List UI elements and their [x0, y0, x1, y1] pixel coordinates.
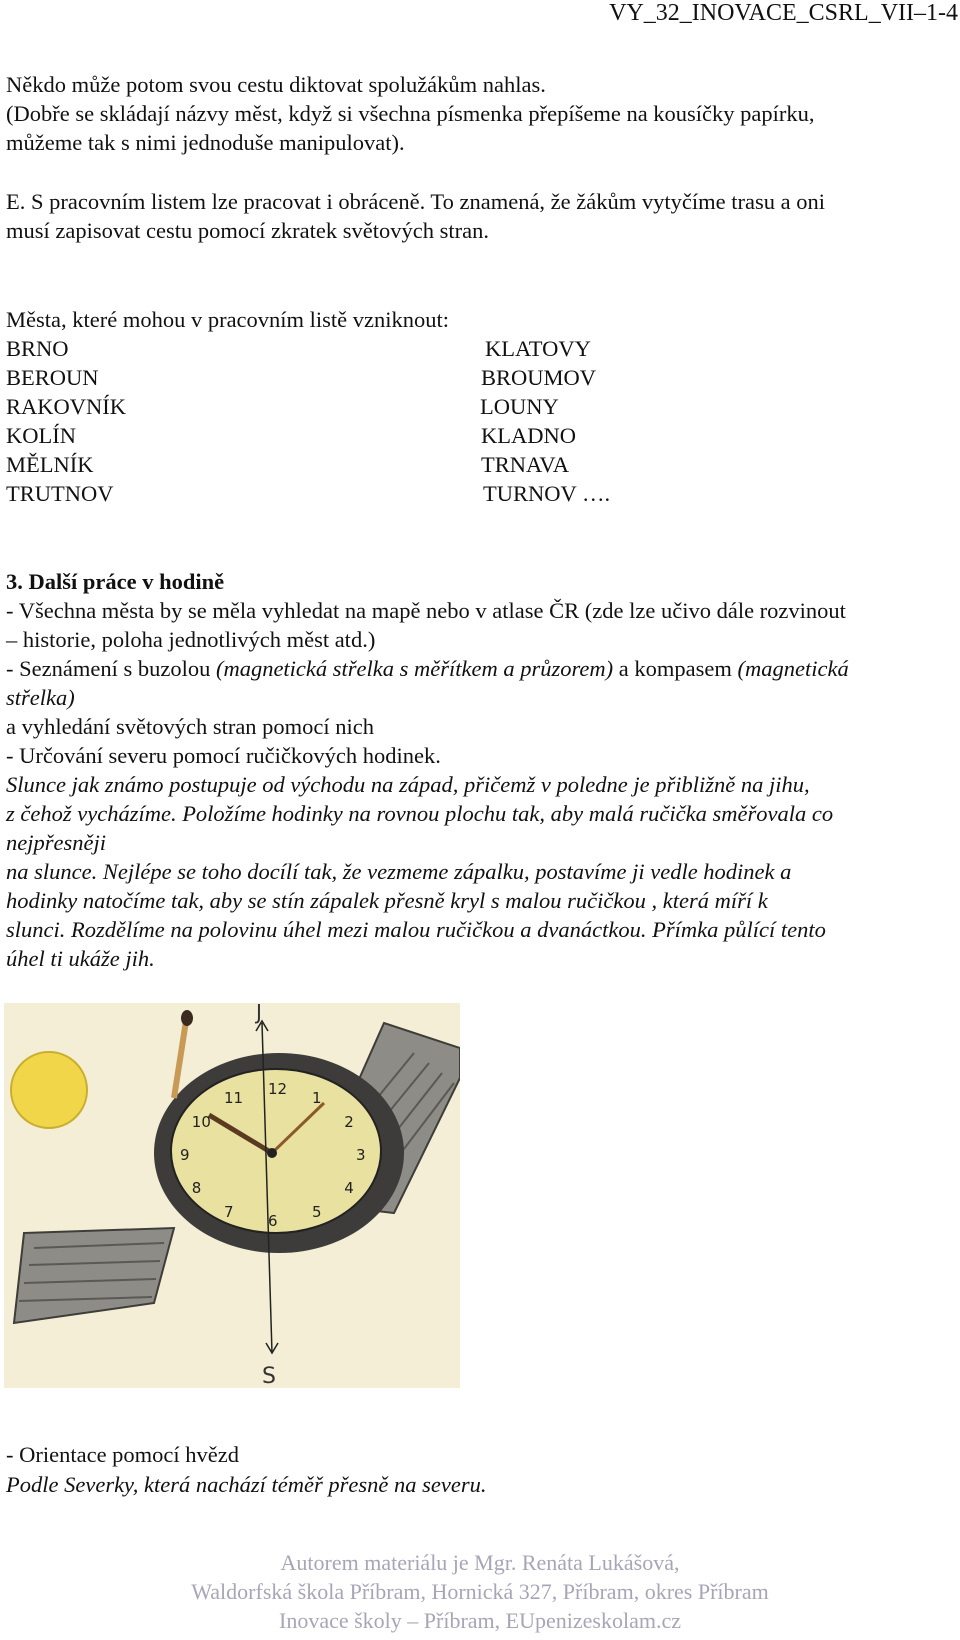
italic-line-3: nejpřesněji [6, 830, 106, 855]
dial-number: 11 [224, 1088, 244, 1107]
footer-line-1: Autorem materiálu je Mgr. Renáta Lukášová, [280, 1550, 680, 1575]
dial-number: 3 [356, 1146, 366, 1164]
section-3-heading: 3. Další práce v hodině [6, 569, 225, 594]
italic-line-4: na slunce. Nejlépe se toho docílí tak, že vezmeme zápalku, postavíme ji vedle hodinek a [6, 859, 792, 884]
city-right: BROUMOV [481, 365, 597, 390]
intro-line-2: (Dobře se skládají názvy měst, když si všechna písmenka přepíšeme na kousíčky papírku, [6, 101, 815, 126]
city-left: KOLÍN [6, 423, 76, 448]
intro-line-1: Někdo může potom svou cestu diktovat spolužákům nahlas. [6, 72, 546, 97]
section-3-line-3 [6, 654, 849, 684]
label-s: S [262, 1364, 276, 1388]
orientation-line-2: Podle Severky, která nachází téměř přesně na severu. [6, 1472, 487, 1497]
text-run-italic: (magnetická střelka s měřítkem a průzorem) [215, 656, 614, 681]
footer-line-3: Inovace školy – Příbram, EUpenizeskolam.cz [279, 1608, 681, 1633]
italic-line-2: z čehož vycházíme. Položíme hodinky na rovnou plochu tak, aby malá ručička směřovala co [6, 801, 834, 826]
italic-line-6: slunci. Rozdělíme na polovinu úhel mezi malou ručičkou a dvanáctkou. Přímka půlící tento [6, 917, 826, 942]
section-3-line-2: – historie, poloha jednotlivých měst atd.) [6, 627, 376, 652]
intro-line-3: můžeme tak s nimi jednoduše manipulovat). [6, 130, 405, 155]
section-3-line-6: - Určování severu pomocí ručičkových hodinek. [6, 743, 441, 768]
sun-icon [11, 1052, 87, 1128]
city-right: TURNOV …. [483, 481, 611, 506]
dial-number: 5 [312, 1203, 322, 1222]
city-left: MĚLNÍK [6, 452, 94, 477]
city-right: KLATOVY [485, 336, 591, 361]
text-run: - Seznámení s buzolou [6, 656, 216, 681]
dial-number: 6 [268, 1212, 278, 1230]
orientation-line-1: - Orientace pomocí hvězd [6, 1442, 240, 1467]
dial-number: 8 [191, 1179, 202, 1197]
cities-heading: Města, které mohou v pracovním listě vzniknout: [6, 307, 450, 332]
italic-line-1: Slunce jak známo postupuje od východu na západ, přičemž v poledne je přibližně na jihu, [6, 772, 810, 797]
footer-line-2: Waldorfská škola Příbram, Hornická 327, Příbram, okres Příbram [191, 1579, 769, 1604]
city-right: LOUNY [480, 394, 559, 419]
dial-number: 2 [344, 1113, 354, 1131]
dial-number: 1 [312, 1088, 322, 1107]
section-3-line-5: a vyhledání světových stran pomocí nich [6, 714, 375, 739]
section-3-line-4: střelka) [6, 685, 75, 710]
city-left: RAKOVNÍK [6, 394, 126, 419]
dial-number: 10 [191, 1113, 211, 1131]
italic-line-7: úhel ti ukáže jih. [6, 946, 155, 971]
city-right: KLADNO [481, 423, 576, 448]
dial-number: 9 [180, 1146, 190, 1164]
watch-illustration [4, 1003, 460, 1388]
section-e-line-2: musí zapisovat cestu pomocí zkratek světových stran. [6, 218, 489, 243]
dial-number: 4 [344, 1179, 354, 1197]
city-left: TRUTNOV [6, 481, 114, 506]
section-e-line-1: E. S pracovním listem lze pracovat i obráceně. To znamená, že žákům vytyčíme trasu a oni [6, 189, 825, 214]
city-right: TRNAVA [481, 452, 569, 477]
dial-number: 12 [268, 1080, 288, 1098]
city-left: BRNO [6, 336, 69, 361]
italic-line-5: hodinky natočíme tak, aby se stín zápalek přesně kryl s malou ručičkou , která míří k [6, 888, 768, 913]
hand-pivot [267, 1148, 277, 1158]
text-run-italic: (magnetická [737, 656, 849, 681]
document-code: VY_32_INOVACE_CSRL_VII–1-4 [609, 0, 958, 26]
section-3-line-1: - Všechna města by se měla vyhledat na mapě nebo v atlase ČR (zde lze učivo dále rozvinout [6, 598, 846, 623]
text-run: a kompasem [613, 656, 738, 681]
match-head [181, 1010, 193, 1026]
dial-number: 7 [224, 1203, 234, 1222]
label-j: J [256, 1003, 262, 1024]
city-left: BEROUN [6, 365, 99, 390]
